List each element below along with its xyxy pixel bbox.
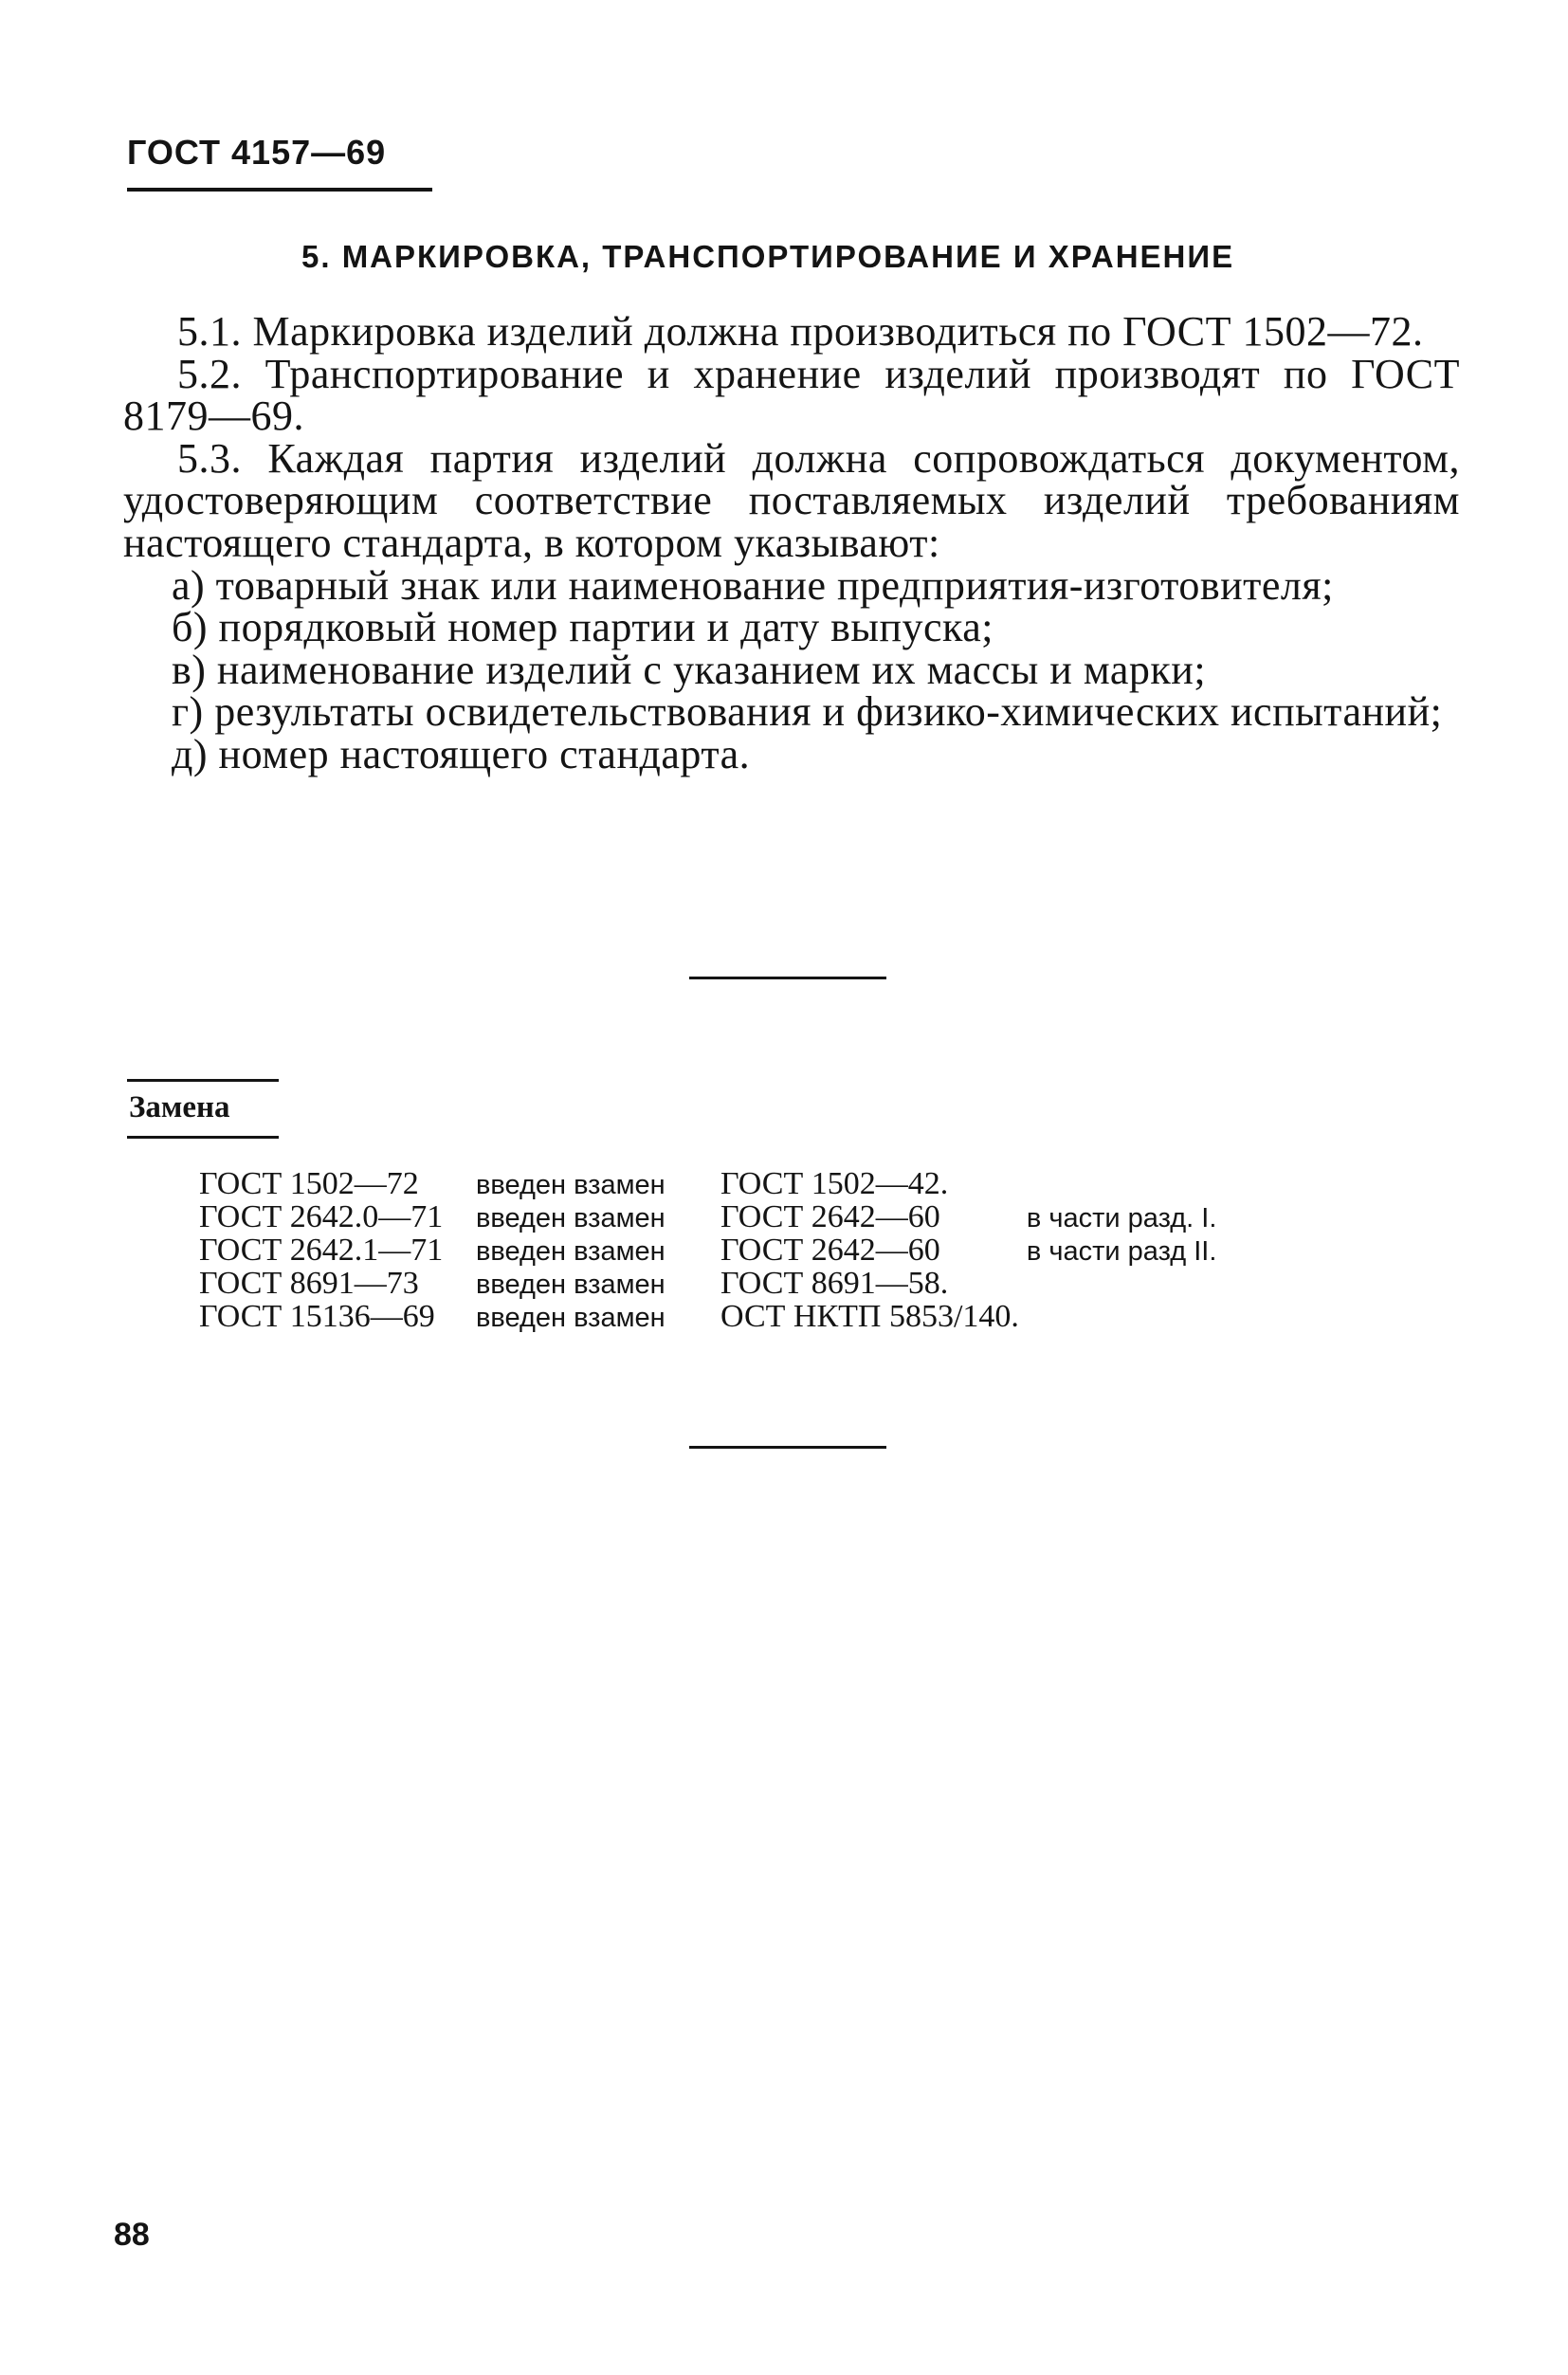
replacement-intro: введен взамен [476,1170,665,1200]
list-item-b: б) порядковый номер партии и дату выпуска; [172,604,994,651]
replacement-heading-bottom-rule [127,1136,279,1139]
paragraph-5-3: 5.3. Каждая партия изделий должна сопровождаться документом, удостоверяющим соответствие поставляемых изделий требованиям настоящего стандарта, в котором указывают: [123,434,1460,566]
replacement-row [199,1168,1216,1201]
replacement-intro: введен взамен [476,1236,665,1267]
paragraph-5-2: 5.2. Транспортирование и хранение изделий производят по ГОСТ 8179—69. [123,350,1460,440]
paragraph-5-1: 5.1. Маркировка изделий должна производиться по ГОСТ 1502—72. [177,308,1424,355]
list-item-a: а) товарный знак или наименование предприятия-изготовителя; [172,561,1334,609]
replacement-heading-top-rule [127,1079,279,1082]
section-body [123,308,1460,777]
replaced-standard: ГОСТ 8691—58. [720,1266,949,1301]
replacement-standard: ГОСТ 2642.0—71 [199,1199,444,1234]
replacement-standard: ГОСТ 15136—69 [199,1299,435,1334]
replacement-table [199,1168,1216,1334]
replacement-part: в части разд II. [1026,1236,1217,1267]
replaced-standard: ОСТ НКТП 5853/140. [720,1299,1019,1334]
replacement-part [1027,1268,1216,1301]
replacement-standard: ГОСТ 8691—73 [199,1266,419,1301]
replacement-part: в части разд. I. [1026,1203,1217,1233]
replacement-row [199,1301,1216,1334]
document-code: ГОСТ 4157—69 [127,133,387,172]
page-number: 88 [114,2217,150,2253]
replacement-row [199,1234,1216,1268]
list-item-v: в) наименование изделий с указанием их массы и марки; [172,646,1207,693]
replacement-part [1027,1301,1216,1334]
replacement-intro: введен взамен [476,1203,665,1233]
list-item-d: д) номер настоящего стандарта. [172,730,751,777]
replacement-row [199,1201,1216,1234]
replaced-standard: ГОСТ 1502—42. [720,1166,949,1201]
replaced-standard: ГОСТ 2642—60 [720,1199,940,1234]
list-item-g: г) результаты освидетельствования и физико-химических испытаний; [172,688,1443,736]
replacement-part [1027,1168,1216,1201]
section-title: 5. МАРКИРОВКА, ТРАНСПОРТИРОВАНИЕ И ХРАНЕНИЕ [301,239,1235,274]
separator-rule [689,977,886,979]
replacement-row [199,1268,1216,1301]
replaced-standard: ГОСТ 2642—60 [720,1233,940,1268]
replacement-standard: ГОСТ 1502—72 [199,1166,419,1201]
header-rule [127,188,432,192]
replacement-intro: введен взамен [476,1270,665,1300]
separator-rule [689,1446,886,1449]
replacement-intro: введен взамен [476,1303,665,1333]
replacement-heading: Замена [129,1090,230,1124]
replacement-standard: ГОСТ 2642.1—71 [199,1233,444,1268]
